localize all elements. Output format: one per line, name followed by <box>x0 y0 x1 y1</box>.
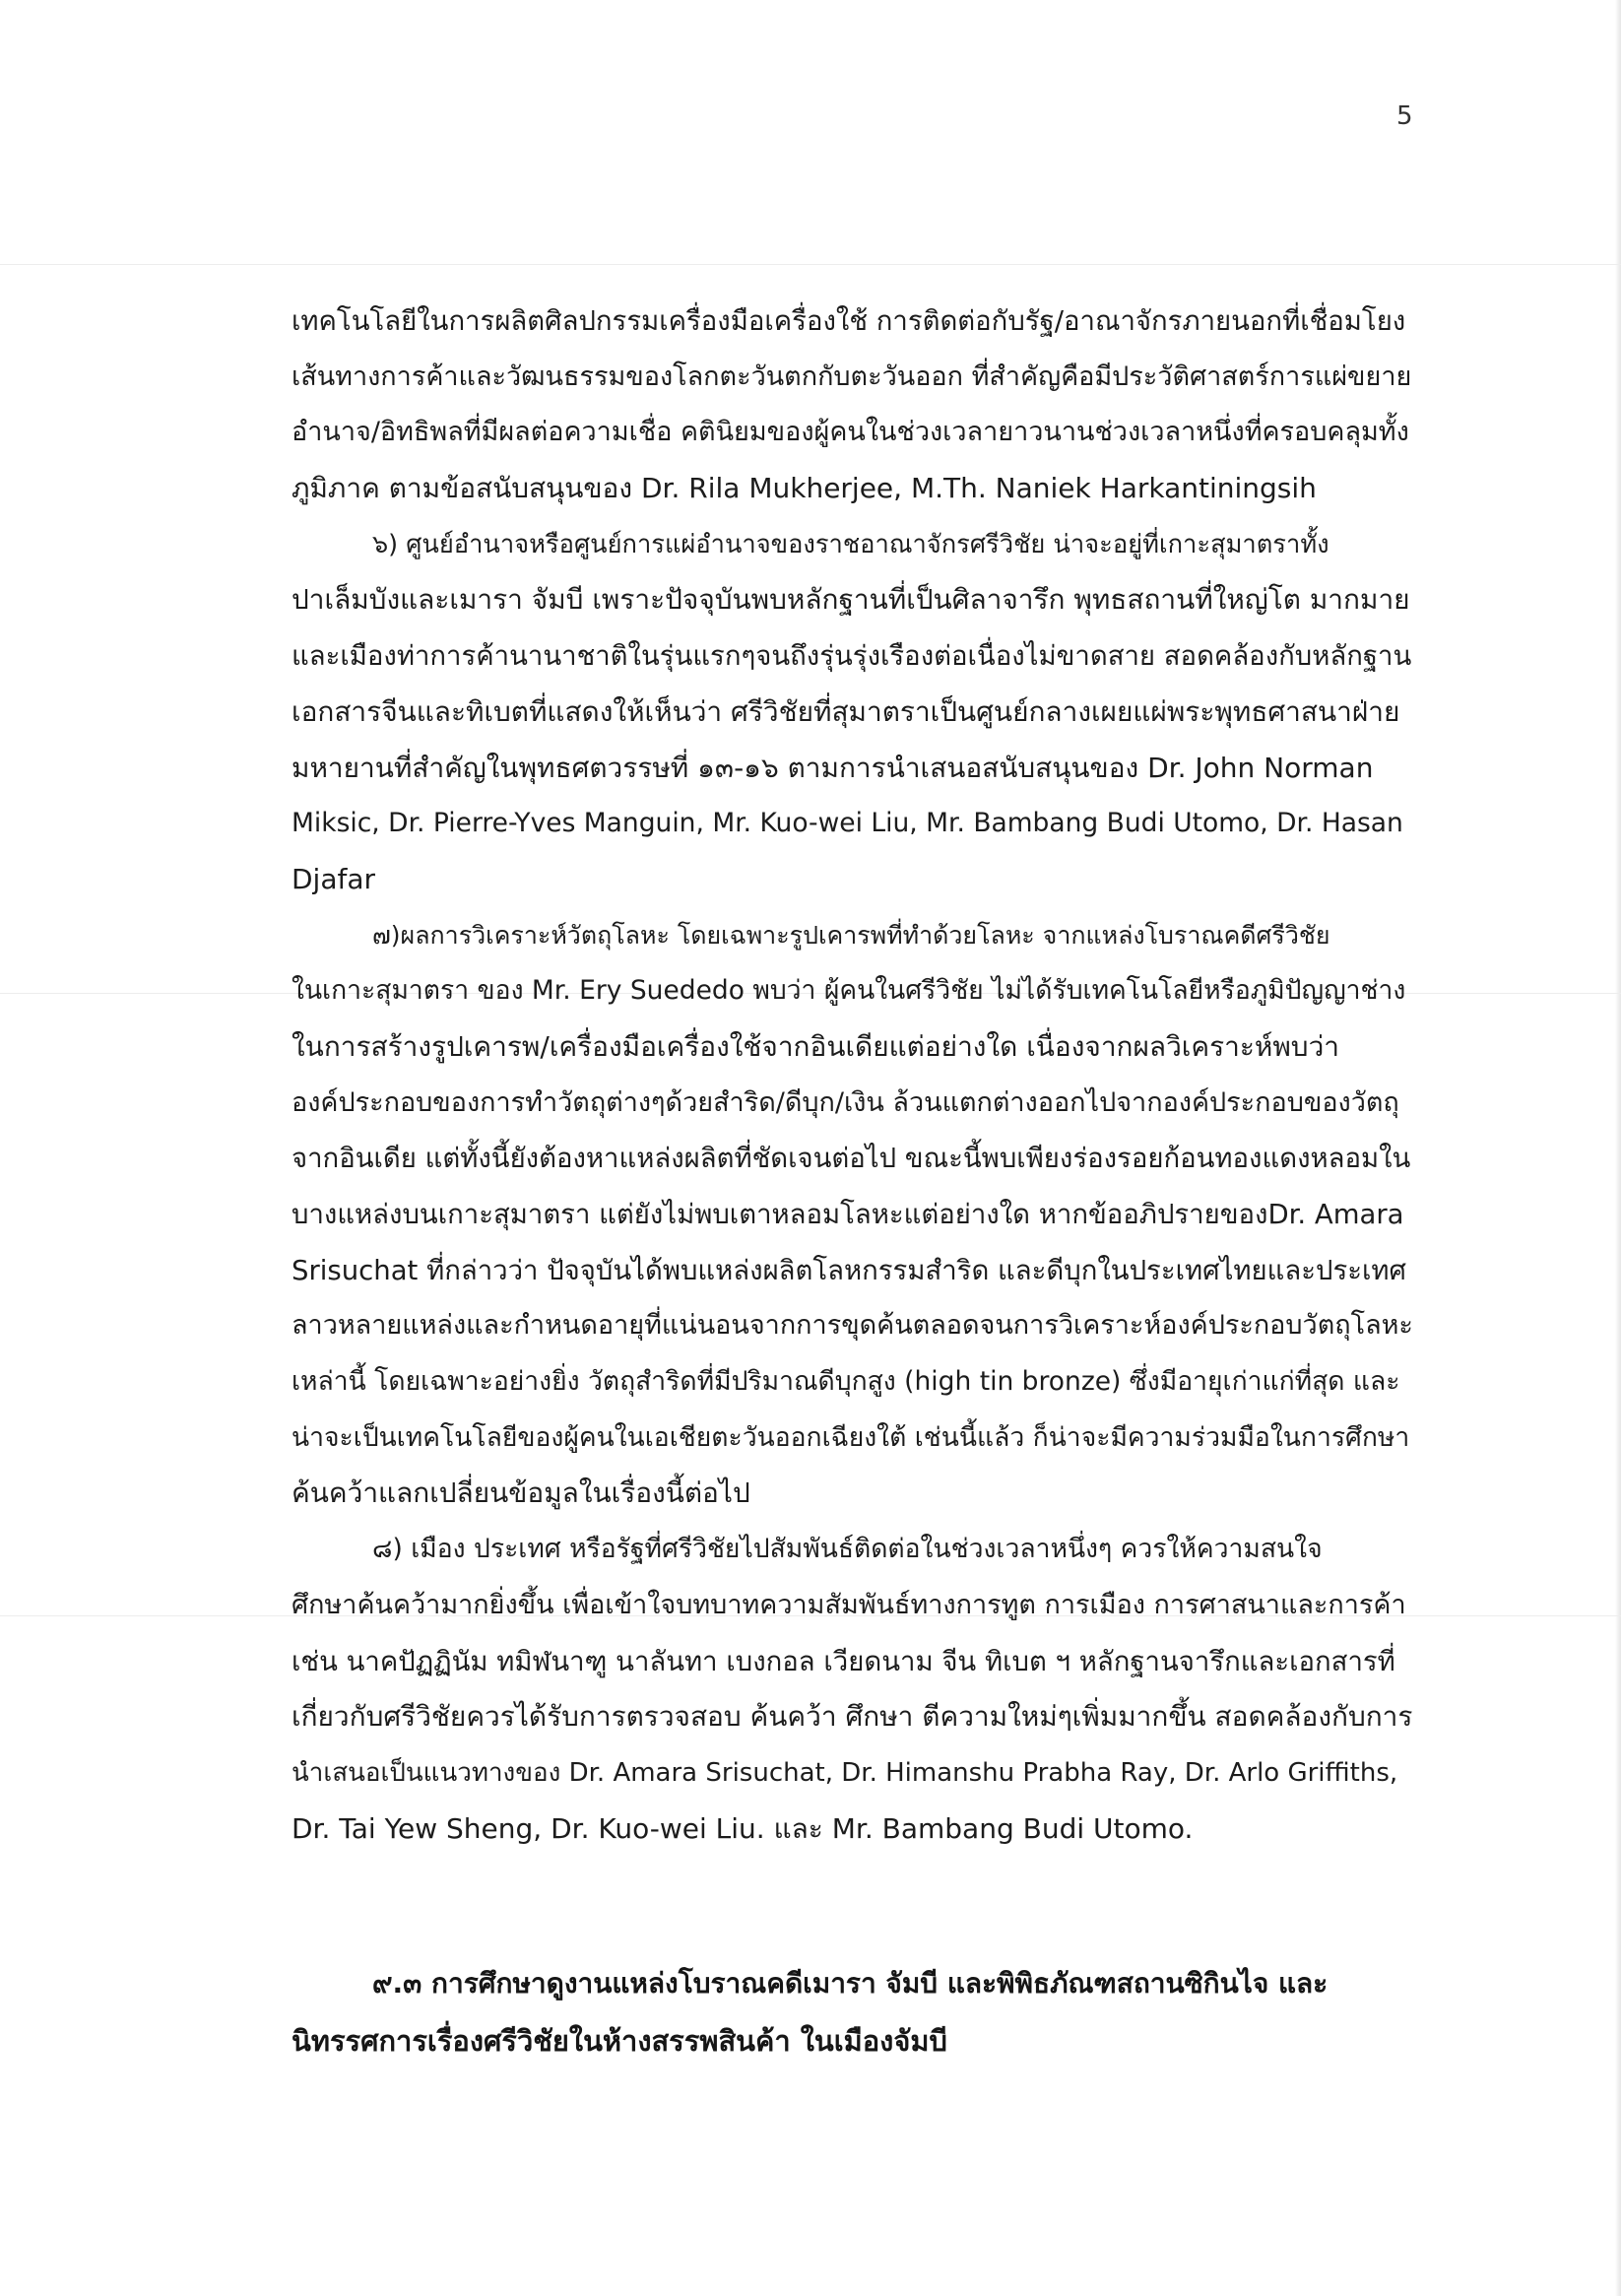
text-line: Dr. Tai Yew Sheng, Dr. Kuo-wei Liu. และ Mr. Bambang Budi Utomo. <box>292 1811 1194 1845</box>
text-line: ภูมิภาค ตามข้อสนับสนุนของ Dr. Rila Mukherjee, M.Th. Naniek Harkantiningsih <box>292 472 1317 505</box>
paragraph-item-6 <box>292 517 1414 908</box>
text-line: อำนาจ/อิทธิพลที่มีผลต่อความเชื่อ คตินิยมของผู้คนในช่วงเวลายาวนานช่วงเวลาหนึ่งที่ครอบคลุมทั้ง <box>292 417 1409 448</box>
text-line: ในเกาะสุมาตรา ของ Mr. Ery Suededo พบว่า ผู้คนในศรีวิชัย ไม่ได้รับเทคโนโลยีหรือภูมิปัญญาช่าง <box>292 975 1406 1007</box>
text-line: เกี่ยวกับศรีวิชัยควรได้รับการตรวจสอบ ค้นคว้า ศึกษา ตีความใหม่ๆเพิ่มมากขึ้น สอดคล้องกับการ <box>292 1700 1413 1734</box>
section-heading <box>292 1955 1414 2069</box>
text-line: นำเสนอเป็นแนวทางของ Dr. Amara Srisuchat, Dr. Himanshu Prabha Ray, Dr. Arlo Griffiths, <box>292 1757 1398 1788</box>
text-line: ศึกษาค้นคว้ามากยิ่งขึ้น เพื่อเข้าใจบทบาทความสัมพันธ์ทางการทูต การเมือง การศาสนาและการค้า <box>292 1589 1406 1620</box>
paragraph-item-8 <box>292 1522 1414 1857</box>
text-line: Djafar <box>292 862 376 895</box>
text-line: บางแหล่งบนเกาะสุมาตรา แต่ยังไม่พบเตาหลอมโลหะแต่อย่างใด หากข้ออภิปรายของDr. Amara <box>292 1199 1404 1230</box>
page-edge-shadow <box>1615 0 1621 2296</box>
page-number: 5 <box>1396 101 1413 131</box>
scan-artifact-line <box>0 264 1621 265</box>
text-line: ๖) ศูนย์อำนาจหรือศูนย์การแผ่อำนาจของราชอาณาจักรศรีวิชัย น่าจะอยู่ที่เกาะสุมาตราทั้ง <box>372 529 1329 559</box>
paragraph-continuation <box>292 294 1414 517</box>
text-line: เหล่านี้ โดยเฉพาะอย่างยิ่ง วัตถุสำริดที่มีปริมาณดีบุกสูง (high tin bronze) ซึ่งมีอายุเก่าแก่ที่สุด และ <box>292 1366 1400 1398</box>
text-line: เทคโนโลยีในการผลิตศิลปกรรมเครื่องมือเครื่องใช้ การติดต่อกับรัฐ/อาณาจักรภายนอกที่เชื่อมโยง <box>292 305 1406 337</box>
text-line: มหายานที่สำคัญในพุทธศตวรรษที่ ๑๓-๑๖ ตามการนำเสนอสนับสนุนของ Dr. John Norman <box>292 751 1374 784</box>
heading-line: นิทรรศการเรื่องศรีวิชัยในห้างสรรพสินค้า ในเมืองจัมบี <box>292 2024 947 2058</box>
text-line: และเมืองท่าการค้านานาชาติในรุ่นแรกๆจนถึงรุ่นรุ่งเรืองต่อเนื่องไม่ขาดสาย สอดคล้องกับหลักฐาน <box>292 640 1412 673</box>
text-line: ค้นคว้าแลกเปลี่ยนข้อมูลในเรื่องนี้ต่อไป <box>292 1476 750 1510</box>
text-line: ลาวหลายแหล่งและกำหนดอายุที่แน่นอนจากการขุดค้นตลอดจนการวิเคราะห์องค์ประกอบวัตถุโลหะ <box>292 1310 1413 1342</box>
body-text <box>292 294 1414 1857</box>
text-line: เช่น นาคปัฏฏินัม ทมิฬนาฑู นาลันทา เบงกอล เวียดนาม จีน ทิเบต ฯ หลักฐานจารึกและเอกสารที่ <box>292 1645 1395 1677</box>
text-line: น่าจะเป็นเทคโนโลยีของผู้คนในเอเชียตะวันออกเฉียงใต้ เช่นนี้แล้ว ก็น่าจะมีความร่วมมือในการศึกษา <box>292 1421 1410 1453</box>
text-line: เอกสารจีนและทิเบตที่แสดงให้เห็นว่า ศรีวิชัยที่สุมาตราเป็นศูนย์กลางเผยแผ่พระพุทธศาสนาฝ่าย <box>292 694 1400 728</box>
text-line: เส้นทางการค้าและวัฒนธรรมของโลกตะวันตกกับตะวันออก ที่สำคัญคือมีประวัติศาสตร์การแผ่ขยาย <box>292 361 1412 392</box>
text-line: จากอินเดีย แต่ทั้งนี้ยังต้องหาแหล่งผลิตที่ชัดเจนต่อไป ขณะนี้พบเพียงร่องรอยก้อนทองแดงหลอมใน <box>292 1143 1411 1175</box>
text-line: ๘) เมือง ประเทศ หรือรัฐที่ศรีวิชัยไปสัมพันธ์ติดต่อในช่วงเวลาหนึ่งๆ ควรให้ความสนใจ <box>372 1534 1323 1565</box>
heading-line: ๙.๓ การศึกษาดูงานแหล่งโบราณคดีเมารา จัมบี และพิพิธภัณฑสถานซิกินไจ และ <box>372 1967 1329 2000</box>
text-line: ปาเล็มบังและเมารา จัมบี เพราะปัจจุบันพบหลักฐานที่เป็นศิลาจารึก พุทธสถานที่ใหญ่โต มากมาย <box>292 583 1410 617</box>
text-line: Miksic, Dr. Pierre-Yves Manguin, Mr. Kuo-wei Liu, Mr. Bambang Budi Utomo, Dr. Hasan <box>292 808 1403 839</box>
text-line: ๗)ผลการวิเคราะห์วัตถุโลหะ โดยเฉพาะรูปเคารพที่ทำด้วยโลหะ จากแหล่งโบราณคดีศรีวิชัย <box>372 920 1330 950</box>
text-line: ในการสร้างรูปเคารพ/เครื่องมือเครื่องใช้จากอินเดียแต่อย่างใด เนื่องจากผลวิเคราะห์พบว่า <box>292 1029 1340 1063</box>
paragraph-item-7 <box>292 908 1414 1523</box>
text-line: องค์ประกอบของการทำวัตถุต่างๆด้วยสำริด/ดีบุก/เงิน ล้วนแตกต่างออกไปจากองค์ประกอบของวัตถุ <box>292 1086 1399 1118</box>
text-line: Srisuchat ที่กล่าวว่า ปัจจุบันได้พบแหล่งผลิตโลหกรรมสำริด และดีบุกในประเทศไทยและประเทศ <box>292 1254 1406 1286</box>
